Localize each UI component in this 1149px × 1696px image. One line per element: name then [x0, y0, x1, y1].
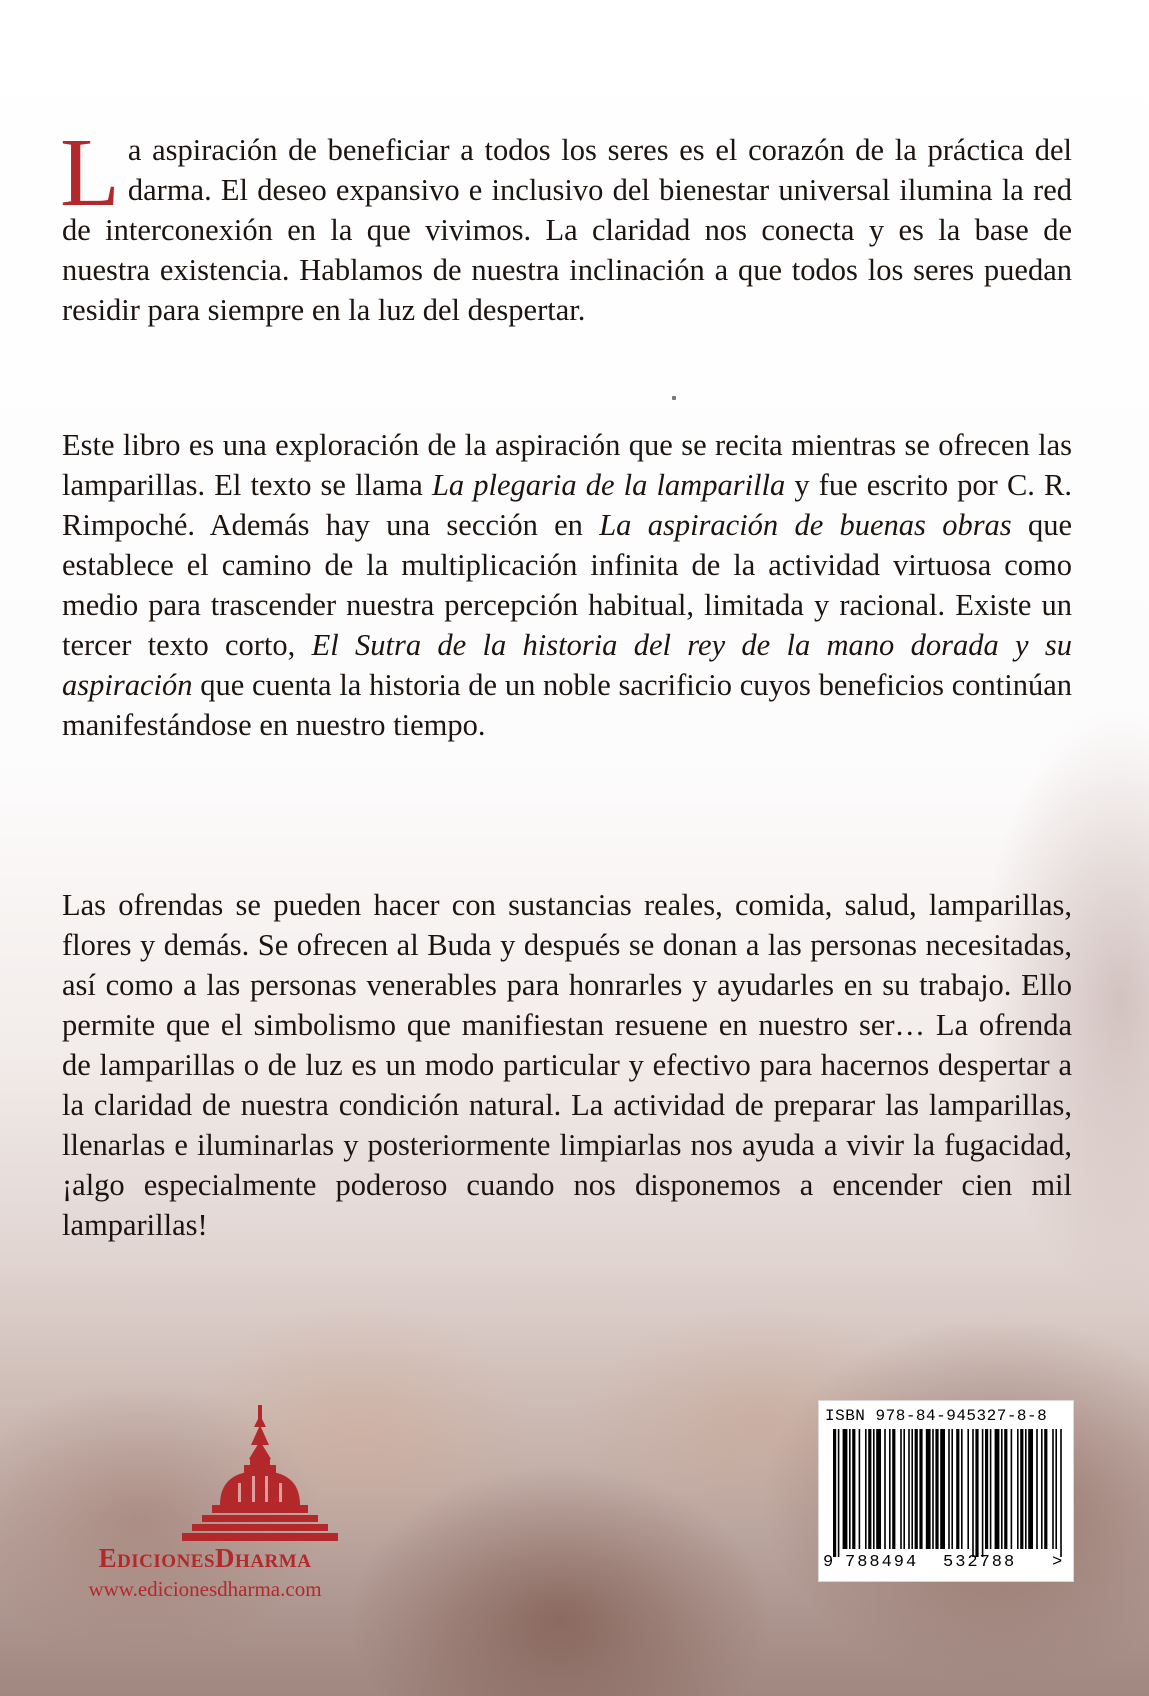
drop-cap: L — [60, 119, 120, 227]
barcode-bar — [1044, 1429, 1047, 1549]
speck-mark — [672, 396, 676, 400]
ean-arrow: > — [1052, 1553, 1063, 1572]
barcode-bar — [1036, 1429, 1038, 1549]
ean-first-digit: 9 — [823, 1553, 834, 1572]
barcode-bar — [843, 1429, 848, 1549]
barcode-bar — [990, 1429, 992, 1549]
barcode-bar — [838, 1429, 840, 1557]
barcode-bar — [1060, 1429, 1062, 1557]
barcode-bars — [833, 1429, 1063, 1557]
book-description-paragraph — [62, 425, 1072, 745]
barcode-bar — [1017, 1429, 1019, 1549]
barcode-bar — [889, 1429, 891, 1549]
barcode-bar — [1041, 1429, 1043, 1549]
barcode-bar — [915, 1429, 918, 1549]
description-text-3: que establece el camino de la multiplicación infinita de la actividad virtuosa como medio para trascender nuestra percepción habitual, limitada y racional. Existe un tercer texto corto, — [62, 508, 1072, 662]
publisher-url[interactable]: www.edicionesdharma.com — [88, 1577, 322, 1601]
description-text-1: Este libro es una exploración de la aspiración que se recita mientras se ofrecen las lamparillas. El texto se llama — [62, 428, 1072, 502]
ean-left-group: 788494 — [845, 1553, 919, 1572]
title-aspiracion: La aspiración de buenas obras — [599, 508, 1012, 542]
barcode-bar — [967, 1429, 969, 1549]
barcode-bar — [975, 1429, 978, 1557]
barcode-bar — [873, 1429, 875, 1549]
barcode-bar — [900, 1429, 902, 1549]
barcode-bar — [932, 1429, 934, 1549]
barcode-bar — [1004, 1429, 1007, 1549]
barcode-bar — [903, 1429, 905, 1549]
barcode-bar — [940, 1429, 945, 1549]
publisher-name: EdicionesDharma — [98, 1543, 312, 1573]
isbn-label: ISBN 978-84-945327-8-8 — [825, 1407, 1048, 1425]
barcode-bar — [849, 1429, 851, 1549]
description-text-4: que cuenta la historia de un noble sacrificio cuyos beneficios continúan manifestándose en nuestro tiempo. — [62, 668, 1072, 742]
barcode-bar — [833, 1429, 836, 1557]
barcode-bar — [956, 1429, 959, 1549]
barcode-bar — [859, 1429, 861, 1549]
barcode-bar — [948, 1429, 950, 1549]
barcode-bar — [995, 1429, 1000, 1549]
barcode-bar — [919, 1429, 922, 1549]
offerings-text: Las ofrendas se pueden hacer con sustancias reales, comida, salud, lamparillas, flores y demás. Se ofrecen al Buda y después se donan a las personas necesitadas, así como a las personas venerables para honrarles y ayudarles en su trabajo. Ello permite que el simbolismo que manifiestan resuene en nuestro ser… La ofrenda de lamparillas o de luz es un modo particular y efectivo para hacernos despertar a la claridad de nuestra condición natural. La actividad de preparar las lamparillas, llenarlas e iluminarlas y posteriormente limpiarlas nos ayuda a vivir la fugacidad, ¡algo especialmente poderoso cuando nos disponemos a encender cien mil lamparillas! — [62, 888, 1072, 1242]
stupa-icon — [180, 1405, 340, 1550]
intro-text: a aspiración de beneficiar a todos los seres es el corazón de la práctica del darma. El deseo expansivo e inclusivo del bienestar universal ilumina la red de interconexión en la que vivimos. La claridad nos conecta y es la base de nuestra existencia. Hablamos de nuestra inclinación a que todos los seres puedan residir para siempre en la luz del despertar. — [62, 133, 1072, 327]
barcode-bar — [1028, 1429, 1033, 1549]
barcode-bar — [1020, 1429, 1023, 1549]
title-sutra: El Sutra de la historia del rey de la mano dorada y su aspiración — [62, 628, 1072, 702]
barcode-bar — [982, 1429, 984, 1557]
barcode-bar — [926, 1429, 931, 1549]
barcode-bar — [951, 1429, 953, 1549]
barcode-bar — [908, 1429, 910, 1549]
ean-right-group: 532788 — [943, 1553, 1017, 1572]
barcode-bar — [892, 1429, 895, 1549]
barcode-bar — [972, 1429, 974, 1557]
barcode-bar — [1055, 1429, 1057, 1549]
barcode-bar — [1011, 1429, 1013, 1549]
intro-paragraph — [60, 119, 1072, 330]
offerings-paragraph — [62, 885, 1072, 1245]
barcode-bar — [868, 1429, 871, 1549]
barcode-bar — [1052, 1429, 1054, 1549]
isbn-barcode — [818, 1400, 1074, 1582]
barcode-bar — [911, 1429, 913, 1549]
barcode-bar — [985, 1429, 988, 1549]
barcode-bar — [935, 1429, 938, 1549]
barcode-bar — [1001, 1429, 1003, 1549]
barcode-bar — [865, 1429, 867, 1549]
title-plegaria: La plegaria de la lamparilla — [431, 468, 786, 502]
barcode-bar — [876, 1429, 881, 1549]
barcode-bar — [852, 1429, 855, 1549]
publisher-logo — [60, 1405, 350, 1601]
description-text-2: y fue escrito por C. R. Rimpoché. Además hay una sección en — [62, 468, 1072, 542]
barcode-bar — [961, 1429, 963, 1549]
barcode-bar — [884, 1429, 886, 1549]
barcode-bar — [1025, 1429, 1027, 1549]
